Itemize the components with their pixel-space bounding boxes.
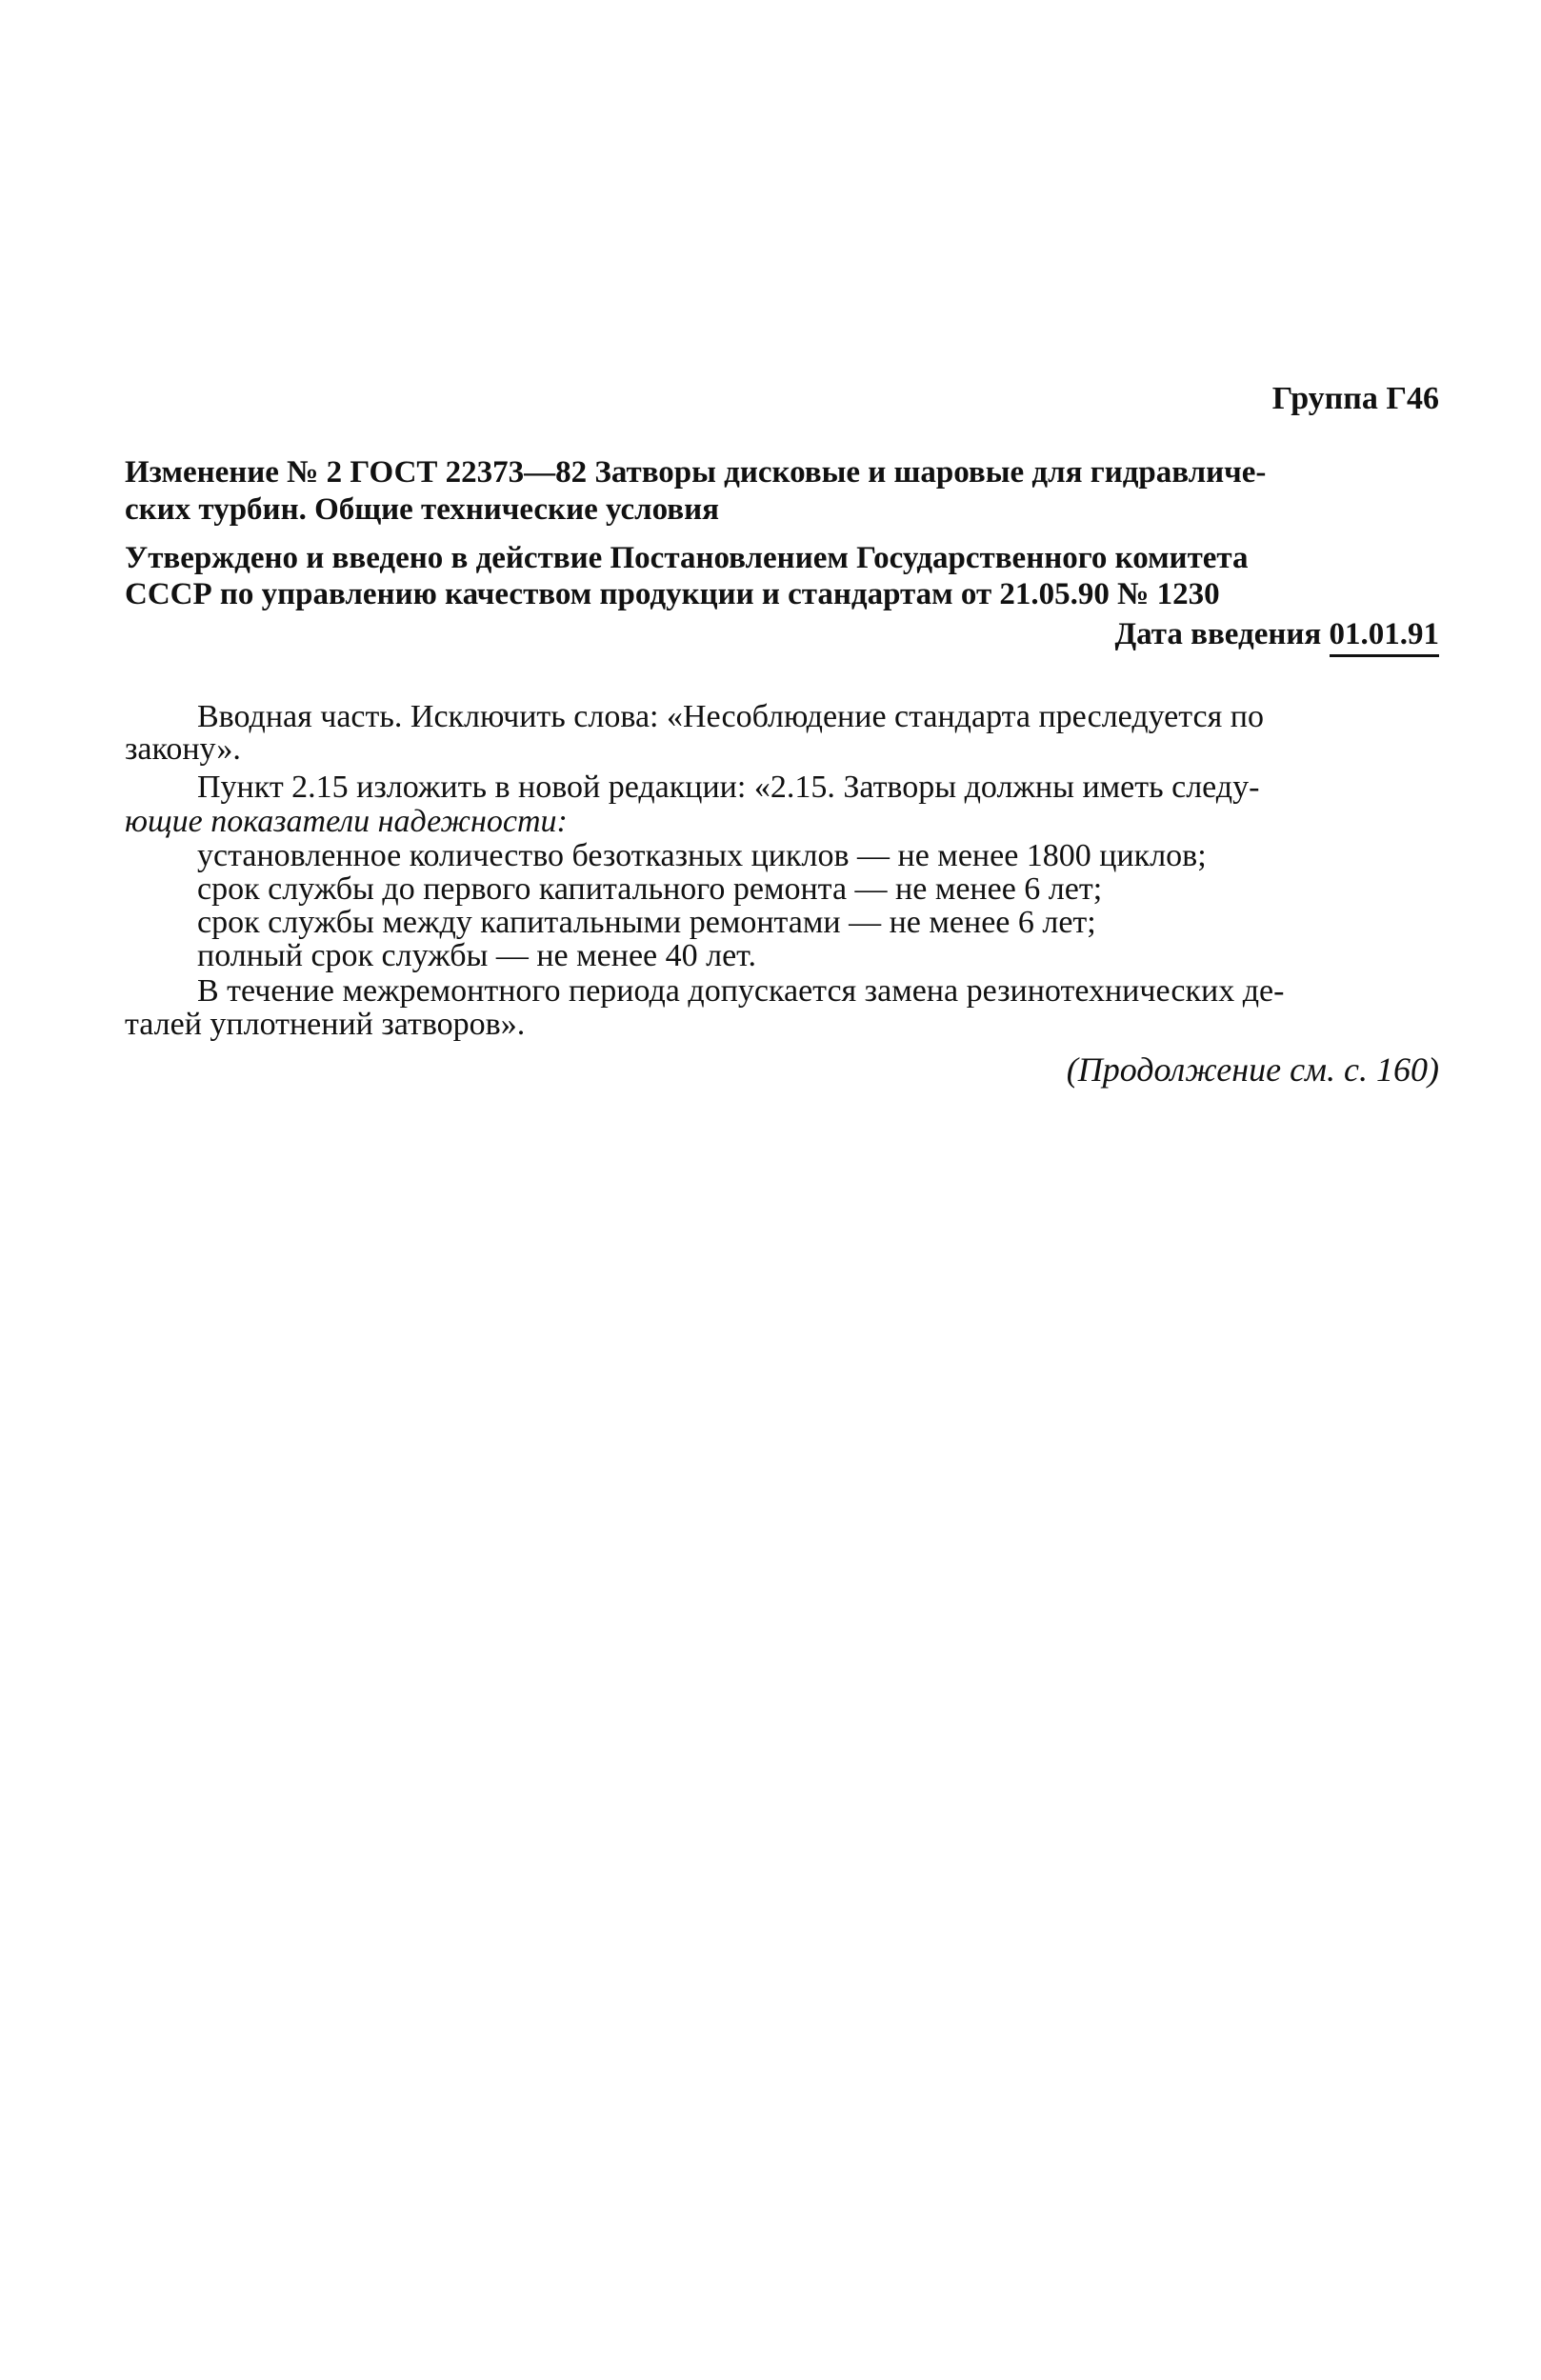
introduction-date: [1114, 617, 1439, 657]
list-item: полный срок службы — не менее 40 лет.: [197, 938, 756, 973]
paragraph-2-line-2: ющие показатели надежности:: [125, 804, 568, 839]
date-value: 01.01.91: [1330, 617, 1440, 657]
title-line-2: ских турбин. Общие технические условия: [125, 492, 719, 527]
paragraph-1-line-1: Вводная часть. Исключить слова: «Несоблюдение стандарта преследуется по: [197, 699, 1264, 734]
list-item: срок службы до первого капитального ремонта — не менее 6 лет;: [197, 871, 1103, 907]
approval-line-2: СССР по управлению качеством продукции и стандартам от 21.05.90 № 1230: [125, 577, 1220, 611]
continuation-note: (Продолжение см. с. 160): [1066, 1050, 1439, 1089]
date-label: Дата введения: [1114, 617, 1322, 651]
paragraph-1-line-2: закону».: [125, 731, 241, 767]
title-line-1-text: Изменение № 2 ГОСТ 22373—82 Затворы дисковые и шаровые для гидравличе-: [125, 455, 1267, 490]
approval-line-1: Утверждено и введено в действие Постановлением Государственного комитета: [125, 541, 1249, 575]
document-title: [125, 455, 1439, 490]
list-item: срок службы между капитальными ремонтами — не менее 6 лет;: [197, 905, 1096, 940]
group-label: Группа Г46: [1271, 381, 1439, 416]
title-line-1: [125, 455, 1439, 490]
paragraph-2-line-1: Пункт 2.15 изложить в новой редакции: «2.15. Затворы должны иметь следу-: [197, 770, 1260, 805]
paragraph-3-line-1: В течение межремонтного периода допускается замена резинотехнических де-: [197, 973, 1285, 1009]
list-item: установленное количество безотказных циклов — не менее 1800 циклов;: [197, 838, 1207, 873]
paragraph-3-line-2: талей уплотнений затворов».: [125, 1007, 526, 1042]
